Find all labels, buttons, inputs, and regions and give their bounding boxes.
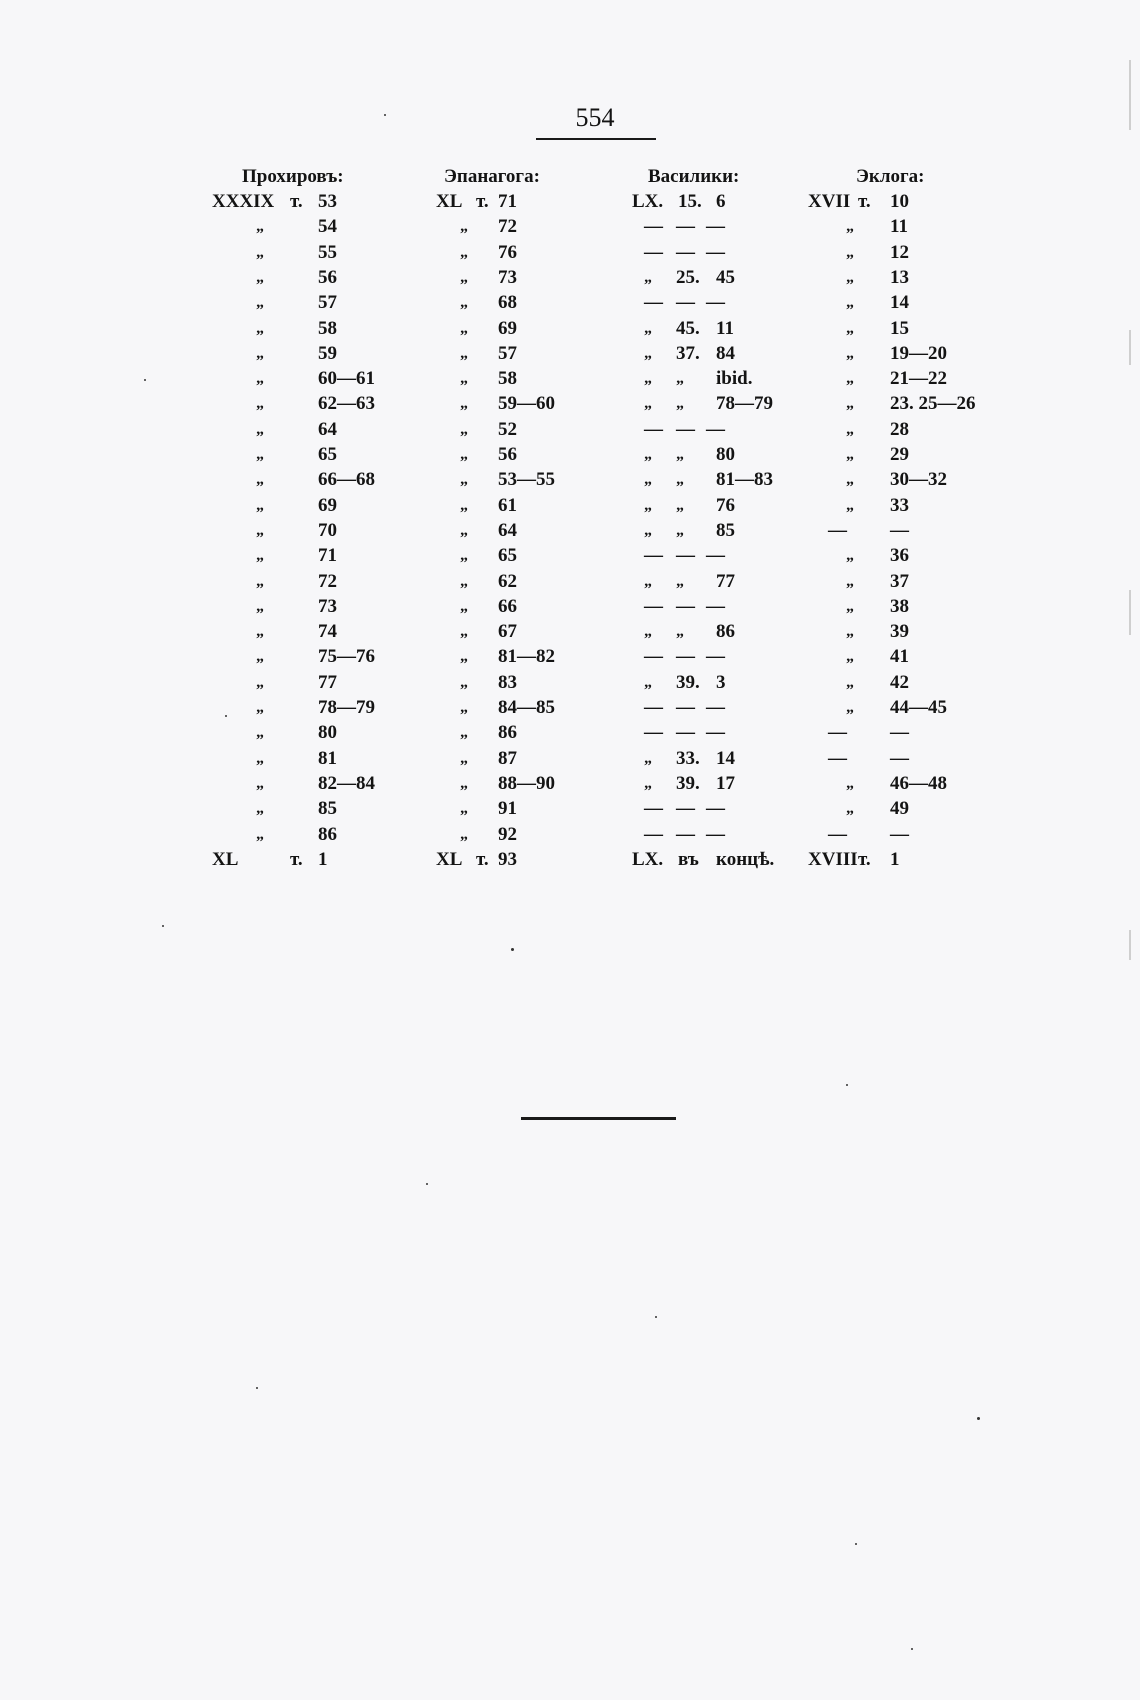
row-title: — bbox=[676, 697, 695, 718]
row-reference: 36 bbox=[890, 545, 909, 567]
row-reference: — bbox=[706, 418, 725, 440]
column-header: Василики: bbox=[648, 166, 740, 187]
row-volume: XL bbox=[436, 191, 463, 212]
row-title: т. bbox=[858, 848, 871, 870]
row-volume: „ bbox=[460, 420, 468, 438]
print-speck bbox=[426, 1183, 428, 1185]
row-volume: „ bbox=[460, 749, 468, 767]
row-volume: „ bbox=[460, 496, 468, 514]
row-volume: „ bbox=[460, 547, 468, 565]
row-volume: „ bbox=[644, 471, 652, 489]
row-volume: „ bbox=[644, 521, 652, 539]
row-reference: 76 bbox=[716, 494, 735, 516]
row-reference: 69 bbox=[498, 317, 517, 339]
row-reference: 14 bbox=[716, 747, 735, 769]
row-title: „ bbox=[676, 446, 684, 463]
row-volume: „ bbox=[644, 395, 652, 413]
row-reference: 29 bbox=[890, 444, 909, 465]
row-reference: 15 bbox=[890, 317, 909, 339]
row-reference: 59 bbox=[318, 342, 337, 364]
row-volume: „ bbox=[460, 395, 468, 413]
row-volume: „ bbox=[846, 774, 854, 792]
page-edge-mark bbox=[1129, 330, 1131, 365]
row-volume: „ bbox=[846, 319, 854, 337]
row-volume: — bbox=[644, 545, 663, 567]
row-reference: 60—61 bbox=[318, 368, 375, 390]
row-reference: — bbox=[890, 823, 909, 845]
row-reference: 61 bbox=[498, 494, 517, 516]
row-reference: 86 bbox=[318, 823, 337, 845]
row-volume: XVII bbox=[808, 191, 851, 212]
row-reference: 57 bbox=[318, 292, 337, 314]
row-volume: „ bbox=[460, 446, 468, 463]
end-rule bbox=[521, 1117, 676, 1120]
row-reference: 55 bbox=[318, 241, 337, 263]
row-reference: 65 bbox=[318, 444, 337, 465]
row-volume: „ bbox=[256, 648, 264, 666]
row-volume: — bbox=[644, 823, 663, 845]
row-reference: 11 bbox=[890, 216, 908, 238]
row-reference: 86 bbox=[716, 621, 735, 643]
row-volume: „ bbox=[846, 471, 854, 489]
row-volume: „ bbox=[256, 294, 264, 312]
row-volume: „ bbox=[256, 572, 264, 590]
row-title: 39. bbox=[676, 671, 700, 693]
row-reference: 56 bbox=[318, 266, 337, 288]
row-title: т. bbox=[476, 848, 489, 870]
row-title: — bbox=[676, 241, 695, 263]
row-volume: „ bbox=[846, 547, 854, 565]
row-reference: 53 bbox=[318, 191, 337, 212]
row-volume: „ bbox=[460, 623, 468, 641]
row-title: — bbox=[676, 646, 695, 668]
row-reference: 77 bbox=[716, 570, 735, 592]
row-volume: „ bbox=[256, 243, 264, 261]
row-volume: „ bbox=[846, 420, 854, 438]
page-edge-mark bbox=[1129, 930, 1131, 960]
row-title: т. bbox=[290, 191, 303, 212]
row-volume: „ bbox=[256, 597, 264, 615]
row-reference: 17 bbox=[716, 772, 735, 794]
row-title: — bbox=[676, 545, 695, 567]
print-speck bbox=[162, 925, 164, 927]
row-reference: 23. 25—26 bbox=[890, 393, 976, 415]
row-volume: „ bbox=[460, 800, 468, 818]
row-volume: „ bbox=[256, 420, 264, 438]
row-reference: 81 bbox=[318, 747, 337, 769]
row-volume: „ bbox=[846, 243, 854, 261]
row-volume: „ bbox=[256, 395, 264, 413]
row-volume: „ bbox=[460, 370, 468, 388]
row-reference: 66—68 bbox=[318, 469, 375, 491]
row-volume: „ bbox=[460, 218, 468, 236]
print-speck bbox=[256, 1387, 258, 1389]
row-reference: 62 bbox=[498, 570, 517, 592]
row-reference: 76 bbox=[498, 241, 517, 263]
row-volume: „ bbox=[460, 673, 468, 691]
row-volume: „ bbox=[644, 446, 652, 463]
row-reference: 92 bbox=[498, 823, 517, 845]
page-number-rule bbox=[536, 138, 656, 140]
row-title: т. bbox=[290, 848, 303, 870]
row-volume: „ bbox=[256, 825, 264, 843]
row-reference: 62—63 bbox=[318, 393, 375, 415]
row-volume: „ bbox=[644, 268, 652, 286]
row-volume: „ bbox=[460, 344, 468, 362]
row-volume: „ bbox=[644, 370, 652, 388]
row-title: — bbox=[676, 418, 695, 440]
row-reference: 71 bbox=[498, 191, 517, 212]
row-reference: — bbox=[706, 722, 725, 744]
row-reference: — bbox=[706, 216, 725, 238]
row-volume: „ bbox=[256, 446, 264, 463]
row-title: 37. bbox=[676, 342, 700, 364]
row-reference: — bbox=[706, 545, 725, 567]
row-reference: 72 bbox=[318, 570, 337, 592]
row-title: „ bbox=[676, 471, 684, 489]
row-volume: „ bbox=[846, 496, 854, 514]
row-volume: „ bbox=[644, 623, 652, 641]
row-volume: „ bbox=[256, 623, 264, 641]
row-volume: „ bbox=[846, 294, 854, 312]
row-reference: 38 bbox=[890, 595, 909, 617]
row-reference: 69 bbox=[318, 494, 337, 516]
row-volume: „ bbox=[644, 572, 652, 590]
row-reference: 85 bbox=[716, 519, 735, 541]
row-reference: 81—82 bbox=[498, 646, 555, 668]
row-volume: „ bbox=[644, 673, 652, 691]
row-volume: „ bbox=[846, 572, 854, 590]
row-volume: „ bbox=[460, 597, 468, 615]
print-speck bbox=[846, 1084, 848, 1086]
row-title: „ bbox=[676, 370, 684, 388]
row-reference: 67 bbox=[498, 621, 517, 643]
row-volume: „ bbox=[846, 370, 854, 388]
row-reference: 54 bbox=[318, 216, 337, 238]
row-title: — bbox=[676, 722, 695, 744]
row-reference: 53—55 bbox=[498, 469, 555, 491]
page-edge-mark bbox=[1129, 590, 1131, 635]
row-reference: 49 bbox=[890, 798, 909, 820]
row-volume: „ bbox=[644, 344, 652, 362]
print-speck bbox=[977, 1417, 980, 1420]
row-title: — bbox=[676, 292, 695, 314]
row-title: „ bbox=[676, 395, 684, 413]
row-reference: — bbox=[706, 798, 725, 820]
row-volume: „ bbox=[644, 496, 652, 514]
row-title: въ bbox=[678, 848, 699, 870]
row-volume: — bbox=[828, 823, 847, 845]
row-volume: „ bbox=[846, 395, 854, 413]
row-title: — bbox=[676, 595, 695, 617]
row-reference: — bbox=[890, 722, 909, 744]
row-reference: — bbox=[706, 823, 725, 845]
row-reference: 3 bbox=[716, 671, 726, 693]
row-title: — bbox=[676, 823, 695, 845]
row-volume: — bbox=[828, 722, 847, 744]
row-volume: „ bbox=[644, 774, 652, 792]
row-reference: 30—32 bbox=[890, 469, 947, 491]
row-reference: 45 bbox=[716, 266, 735, 288]
row-volume: „ bbox=[846, 623, 854, 641]
row-title: „ bbox=[676, 521, 684, 539]
row-title: — bbox=[676, 798, 695, 820]
row-volume: „ bbox=[256, 496, 264, 514]
row-title: „ bbox=[676, 623, 684, 641]
row-reference: 57 bbox=[498, 342, 517, 364]
row-volume: — bbox=[828, 519, 847, 541]
row-reference: 10 bbox=[890, 191, 909, 212]
row-volume: LX. bbox=[632, 848, 664, 870]
row-reference: 74 bbox=[318, 621, 337, 643]
row-reference: 52 bbox=[498, 418, 517, 440]
row-reference: 78—79 bbox=[716, 393, 773, 415]
print-speck bbox=[655, 1316, 657, 1318]
row-volume: „ bbox=[460, 243, 468, 261]
row-reference: 73 bbox=[498, 266, 517, 288]
row-volume: — bbox=[644, 292, 663, 314]
row-volume: „ bbox=[460, 294, 468, 312]
row-volume: „ bbox=[460, 699, 468, 716]
row-volume: — bbox=[644, 646, 663, 668]
row-reference: 73 bbox=[318, 595, 337, 617]
row-reference: 39 bbox=[890, 621, 909, 643]
row-reference: 19—20 bbox=[890, 342, 947, 364]
row-reference: 12 bbox=[890, 241, 909, 263]
row-volume: „ bbox=[460, 724, 468, 742]
row-reference: 78—79 bbox=[318, 697, 375, 718]
row-reference: 66 bbox=[498, 595, 517, 617]
row-reference: 6 bbox=[716, 191, 726, 212]
print-speck bbox=[911, 1648, 913, 1650]
row-volume: „ bbox=[846, 218, 854, 236]
row-volume: „ bbox=[460, 572, 468, 590]
row-reference: 58 bbox=[498, 368, 517, 390]
row-volume: — bbox=[828, 747, 847, 769]
row-volume: „ bbox=[256, 800, 264, 818]
row-reference: — bbox=[706, 646, 725, 668]
row-reference: — bbox=[706, 292, 725, 314]
row-volume: „ bbox=[460, 471, 468, 489]
row-volume: „ bbox=[460, 319, 468, 337]
row-reference: 72 bbox=[498, 216, 517, 238]
row-volume: „ bbox=[256, 774, 264, 792]
row-volume: — bbox=[644, 697, 663, 718]
row-volume: „ bbox=[846, 648, 854, 666]
row-volume: „ bbox=[256, 749, 264, 767]
row-reference: 13 bbox=[890, 266, 909, 288]
print-speck bbox=[855, 1543, 857, 1545]
row-volume: „ bbox=[644, 319, 652, 337]
row-reference: 44—45 bbox=[890, 697, 947, 718]
row-volume: „ bbox=[846, 446, 854, 463]
row-volume: „ bbox=[256, 547, 264, 565]
row-reference: 93 bbox=[498, 848, 517, 870]
row-reference: 28 bbox=[890, 418, 909, 440]
row-title: „ bbox=[676, 496, 684, 514]
row-volume: XL bbox=[436, 848, 463, 870]
row-title: 33. bbox=[676, 747, 700, 769]
row-volume: „ bbox=[256, 344, 264, 362]
row-reference: 80 bbox=[716, 444, 735, 465]
row-reference: 1 bbox=[890, 848, 900, 870]
row-reference: 81—83 bbox=[716, 469, 773, 491]
column-header: Эпанагога: bbox=[444, 166, 540, 187]
row-reference: 86 bbox=[498, 722, 517, 744]
row-volume: LX. bbox=[632, 191, 664, 212]
row-reference: 71 bbox=[318, 545, 337, 567]
row-volume: „ bbox=[846, 673, 854, 691]
row-title: 25. bbox=[676, 266, 700, 288]
row-title: — bbox=[676, 216, 695, 238]
row-title: т. bbox=[858, 191, 871, 212]
row-reference: концѣ. bbox=[716, 848, 775, 870]
row-title: 39. bbox=[676, 772, 700, 794]
row-volume: „ bbox=[460, 774, 468, 792]
row-volume: — bbox=[644, 722, 663, 744]
row-reference: 56 bbox=[498, 444, 517, 465]
row-reference: 75—76 bbox=[318, 646, 375, 668]
row-volume: „ bbox=[846, 344, 854, 362]
row-reference: 64 bbox=[318, 418, 337, 440]
row-reference: 68 bbox=[498, 292, 517, 314]
row-reference: — bbox=[706, 697, 725, 718]
row-volume: „ bbox=[256, 521, 264, 539]
row-reference: — bbox=[890, 747, 909, 769]
row-reference: — bbox=[706, 241, 725, 263]
column-header: Эклога: bbox=[856, 166, 925, 187]
row-reference: 88—90 bbox=[498, 772, 555, 794]
row-reference: 82—84 bbox=[318, 772, 375, 794]
row-title: „ bbox=[676, 572, 684, 590]
row-volume: XL bbox=[212, 848, 239, 870]
row-reference: 1 bbox=[318, 848, 328, 870]
row-title: т. bbox=[476, 191, 489, 212]
row-reference: 21—22 bbox=[890, 368, 947, 390]
row-volume: „ bbox=[846, 800, 854, 818]
row-volume: XXXIX bbox=[212, 191, 275, 212]
row-reference: 11 bbox=[716, 317, 734, 339]
row-reference: 46—48 bbox=[890, 772, 947, 794]
row-reference: 37 bbox=[890, 570, 909, 592]
row-volume: „ bbox=[846, 597, 854, 615]
page-edge-mark bbox=[1129, 60, 1131, 130]
row-reference: 65 bbox=[498, 545, 517, 567]
row-volume: „ bbox=[256, 673, 264, 691]
page-number: 554 bbox=[575, 103, 615, 132]
row-volume: — bbox=[644, 595, 663, 617]
print-speck bbox=[144, 379, 146, 381]
row-reference: 33 bbox=[890, 494, 909, 516]
row-reference: 42 bbox=[890, 671, 909, 693]
row-reference: 64 bbox=[498, 519, 517, 541]
row-reference: — bbox=[890, 519, 909, 541]
row-volume: — bbox=[644, 216, 663, 238]
row-reference: 14 bbox=[890, 292, 909, 314]
row-volume: — bbox=[644, 241, 663, 263]
row-reference: 70 bbox=[318, 519, 337, 541]
row-reference: 91 bbox=[498, 798, 517, 820]
row-reference: 84—85 bbox=[498, 697, 555, 718]
row-reference: 58 bbox=[318, 317, 337, 339]
row-reference: 84 bbox=[716, 342, 735, 364]
column-header: Прохировъ: bbox=[242, 166, 344, 187]
row-volume: „ bbox=[256, 471, 264, 489]
row-volume: „ bbox=[460, 648, 468, 666]
row-volume: — bbox=[644, 418, 663, 440]
row-volume: „ bbox=[256, 724, 264, 742]
row-reference: 80 bbox=[318, 722, 337, 744]
row-title: 45. bbox=[676, 317, 700, 339]
row-volume: „ bbox=[256, 699, 264, 716]
print-speck bbox=[384, 114, 386, 116]
print-speck bbox=[511, 948, 514, 951]
row-title: 15. bbox=[678, 191, 702, 212]
row-reference: 83 bbox=[498, 671, 517, 693]
row-volume: „ bbox=[256, 370, 264, 388]
row-volume: „ bbox=[644, 749, 652, 767]
row-reference: 41 bbox=[890, 646, 909, 668]
row-reference: 87 bbox=[498, 747, 517, 769]
row-volume: „ bbox=[846, 699, 854, 716]
row-reference: 85 bbox=[318, 798, 337, 820]
row-volume: „ bbox=[256, 319, 264, 337]
row-volume: „ bbox=[256, 268, 264, 286]
row-volume: — bbox=[644, 798, 663, 820]
row-reference: — bbox=[706, 595, 725, 617]
row-reference: 59—60 bbox=[498, 393, 555, 415]
row-volume: „ bbox=[256, 218, 264, 236]
row-reference: 77 bbox=[318, 671, 337, 693]
row-volume: „ bbox=[460, 268, 468, 286]
row-volume: XVIII bbox=[808, 848, 858, 870]
row-reference: ibid. bbox=[716, 368, 753, 390]
print-speck bbox=[225, 715, 227, 717]
row-volume: „ bbox=[460, 521, 468, 539]
row-volume: „ bbox=[460, 825, 468, 843]
row-volume: „ bbox=[846, 268, 854, 286]
